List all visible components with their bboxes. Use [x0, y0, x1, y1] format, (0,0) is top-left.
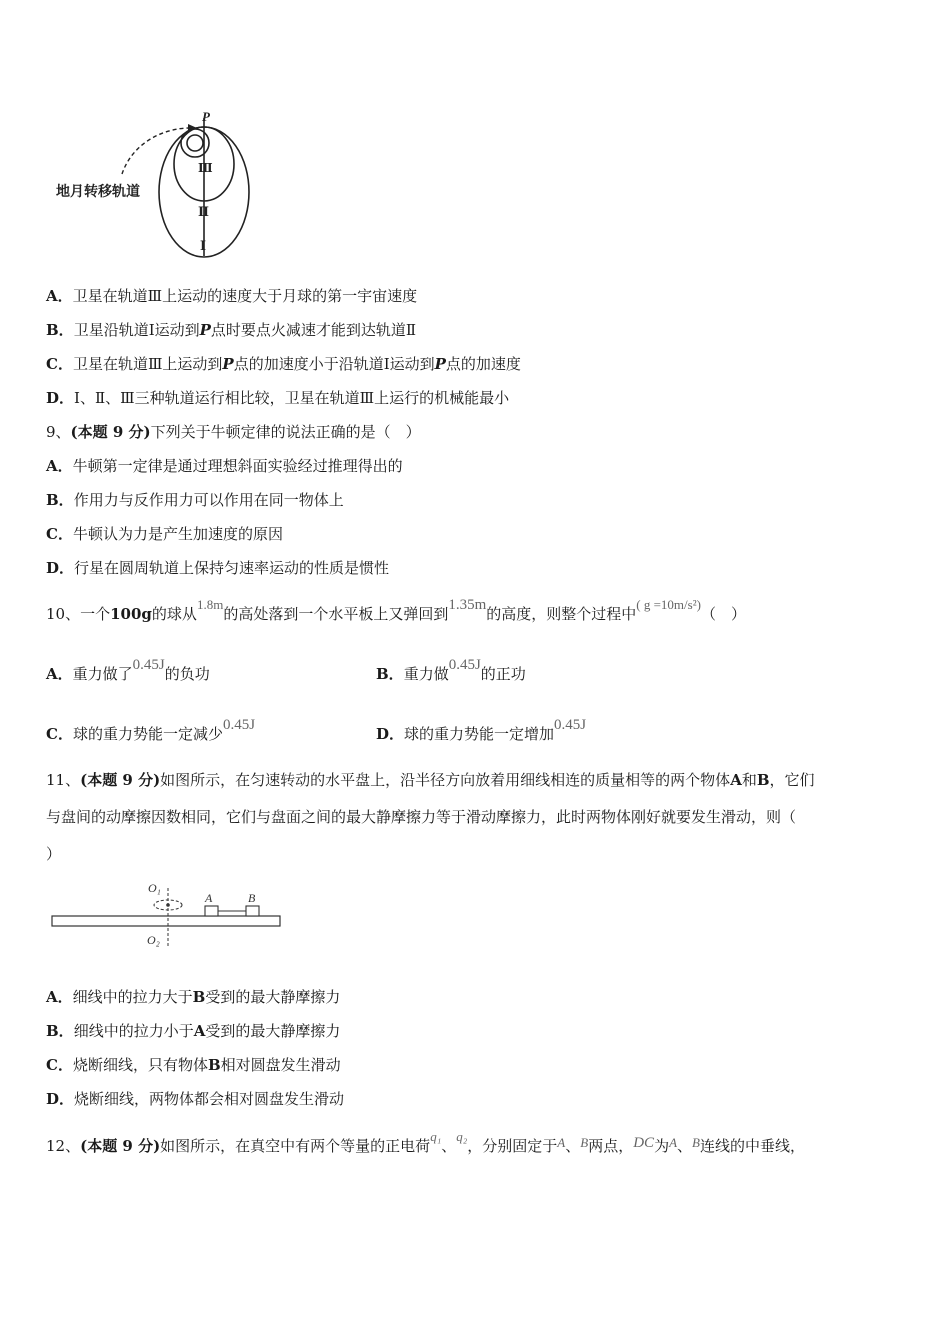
object-a: A [730, 771, 742, 789]
transfer-orbit-path [122, 128, 190, 174]
disk-diagram [48, 876, 288, 952]
q8-option-d [46, 388, 509, 408]
option-text: 烧断细线，两物体都会相对圆盘发生滑动 [74, 1090, 345, 1108]
question-text: 下列关于牛顿定律的说法正确的是（ ） [150, 423, 421, 441]
question-text: ，分别固定于 [467, 1137, 558, 1155]
label-transfer: 地月转移轨道 [56, 185, 140, 200]
question-number: 10、 [46, 605, 81, 623]
option-text: 卫星在轨道Ⅲ上运动到 [72, 355, 223, 373]
q9-option-b [46, 490, 344, 510]
option-letter: B． [46, 1022, 74, 1040]
separator: 、 [441, 1137, 457, 1155]
separator: 、 [565, 1137, 581, 1155]
question-text: 如图所示，在真空中有两个等量的正电荷 [160, 1137, 431, 1155]
question-text: ，它们 [769, 771, 815, 789]
question-text: 两点， [588, 1137, 634, 1155]
point-p: P [222, 355, 234, 373]
q8-option-b [46, 320, 416, 340]
q11-option-b [46, 1021, 340, 1041]
option-text: 卫星在轨道Ⅲ上运动的速度大于月球的第一宇宙速度 [72, 287, 418, 305]
option-letter: D． [46, 559, 75, 577]
gravity-value: ( g =10m/s²) [636, 597, 701, 612]
point-p: P [199, 321, 211, 339]
object-a: A [193, 1022, 206, 1040]
charge-q1: q₁ [430, 1129, 442, 1144]
height-1: 1.8m [196, 597, 224, 612]
separator: 、 [677, 1137, 693, 1155]
q12-stem [46, 1129, 806, 1157]
label-iii: Ⅲ [198, 161, 213, 175]
option-letter: A． [46, 457, 73, 475]
option-text: Ⅰ、Ⅱ、Ⅲ三种轨道运行相比较，卫星在轨道Ⅲ上运行的机械能最小 [74, 389, 510, 407]
block-a [205, 906, 218, 916]
block-b [246, 906, 259, 916]
question-number: 12、 [46, 1137, 81, 1155]
q10-option-b [376, 657, 526, 685]
q11-option-a [46, 987, 340, 1007]
q8-option-c [46, 354, 521, 374]
charge-q2: q₂ [456, 1129, 468, 1144]
energy-value: 0.45J [222, 717, 256, 733]
option-letter: A． [46, 665, 73, 683]
option-text: 烧断细线，只有物体 [72, 1056, 208, 1074]
question-text: 连线的中垂线， [700, 1137, 806, 1155]
question-score: (本题 9 分) [80, 771, 161, 789]
option-letter: A． [46, 287, 73, 305]
label-a: A [205, 891, 213, 905]
q11-option-d [46, 1089, 344, 1109]
answer-paren: （ ） [700, 605, 746, 623]
disk-plate [52, 916, 280, 926]
orbit-diagram [52, 104, 252, 264]
point-b: B [580, 1135, 589, 1150]
option-text: 点的加速度 [445, 355, 521, 373]
mass-value: 100g [110, 605, 152, 623]
label-b: B [248, 891, 256, 905]
q11-stem-line2 [46, 807, 796, 827]
option-text: 重力做了 [72, 665, 133, 683]
question-text: 的高度，则整个过程中 [486, 605, 637, 623]
q11-option-c [46, 1055, 341, 1075]
point-a: A [669, 1135, 678, 1150]
height-2: 1.35m [448, 597, 487, 613]
q11-stem-line3 [46, 844, 61, 864]
option-letter: A． [46, 988, 73, 1006]
point-b: B [692, 1135, 700, 1150]
energy-value: 0.45J [554, 717, 587, 733]
question-text: 和 [741, 771, 757, 789]
question-text: ） [46, 845, 62, 863]
object-b: B [756, 771, 770, 789]
q10-option-c [46, 717, 256, 745]
label-ii: Ⅱ [198, 204, 209, 219]
option-letter: C． [46, 725, 73, 743]
q10-option-a [46, 657, 210, 685]
label-p: P [202, 109, 210, 124]
energy-value: 0.45J [132, 657, 165, 673]
q10-option-d [376, 717, 587, 745]
question-text: 的高处落到一个水平板上又弹回到 [223, 605, 449, 623]
option-text: 受到的最大静摩擦力 [205, 988, 341, 1006]
object-b: B [207, 1056, 221, 1074]
option-letter: C． [46, 525, 73, 543]
question-number: 9、 [46, 423, 71, 441]
option-letter: D． [46, 389, 75, 407]
line-dc: DC [633, 1135, 655, 1151]
option-text: 牛顿认为力是产生加速度的原因 [72, 525, 283, 543]
question-text: 与盘间的动摩擦因数相同，它们与盘面之间的最大静摩擦力等于滑动摩擦力，此时两物体刚好就要发生滑动，则（ [46, 808, 797, 826]
option-text: 卫星沿轨道Ⅰ运动到 [73, 321, 200, 339]
option-text: 重力做 [403, 665, 449, 683]
question-score: (本题 9 分) [80, 1137, 161, 1155]
q9-option-c [46, 524, 283, 544]
option-letter: D． [46, 1090, 75, 1108]
q9-option-d [46, 558, 389, 578]
label-i: Ⅰ [200, 238, 207, 253]
point-p: P [434, 355, 446, 373]
question-text: 如图所示，在匀速转动的水平盘上，沿半径方向放着用细线相连的质量相等的两个物体 [160, 771, 731, 789]
option-text: 球的重力势能一定增加 [404, 725, 555, 743]
point-a: A [557, 1135, 566, 1150]
option-text: 牛顿第一定律是通过理想斜面实验经过推理得出的 [72, 457, 403, 475]
option-letter: B． [46, 321, 74, 339]
option-text: 受到的最大静摩擦力 [205, 1022, 341, 1040]
option-text: 的正功 [480, 665, 526, 683]
moon [187, 135, 203, 151]
option-text: 作用力与反作用力可以作用在同一物体上 [73, 491, 344, 509]
object-b: B [192, 988, 206, 1006]
option-text: 球的重力势能一定减少 [72, 725, 223, 743]
q10-stem [46, 597, 746, 625]
question-text: 为 [654, 1137, 670, 1155]
q9-stem [46, 422, 421, 442]
q8-option-a [46, 286, 417, 306]
option-text: 相对圆盘发生滑动 [220, 1056, 341, 1074]
question-text: 的球从 [151, 605, 197, 623]
q11-stem-line1 [46, 770, 815, 790]
option-letter: B． [376, 665, 404, 683]
option-text: 点的加速度小于沿轨道Ⅰ运动到 [233, 355, 435, 373]
option-text: 细线中的拉力大于 [72, 988, 193, 1006]
axis-dot [166, 903, 170, 907]
option-text: 点时要点火减速才能到达轨道Ⅱ [210, 321, 417, 339]
option-text: 的负功 [164, 665, 210, 683]
option-letter: D． [376, 725, 405, 743]
question-number: 11、 [46, 771, 81, 789]
label-o1: O₁ [148, 881, 161, 895]
energy-value: 0.45J [448, 657, 481, 673]
question-score: (本题 9 分) [70, 423, 151, 441]
option-letter: B． [46, 491, 74, 509]
option-letter: C． [46, 355, 73, 373]
option-text: 行星在圆周轨道上保持匀速率运动的性质是惯性 [74, 559, 390, 577]
label-o2: O₂ [147, 933, 160, 947]
transfer-arrow-icon [188, 124, 197, 132]
option-text: 细线中的拉力小于 [73, 1022, 194, 1040]
question-text: 一个 [80, 605, 111, 623]
option-letter: C． [46, 1056, 73, 1074]
q9-option-a [46, 456, 403, 476]
